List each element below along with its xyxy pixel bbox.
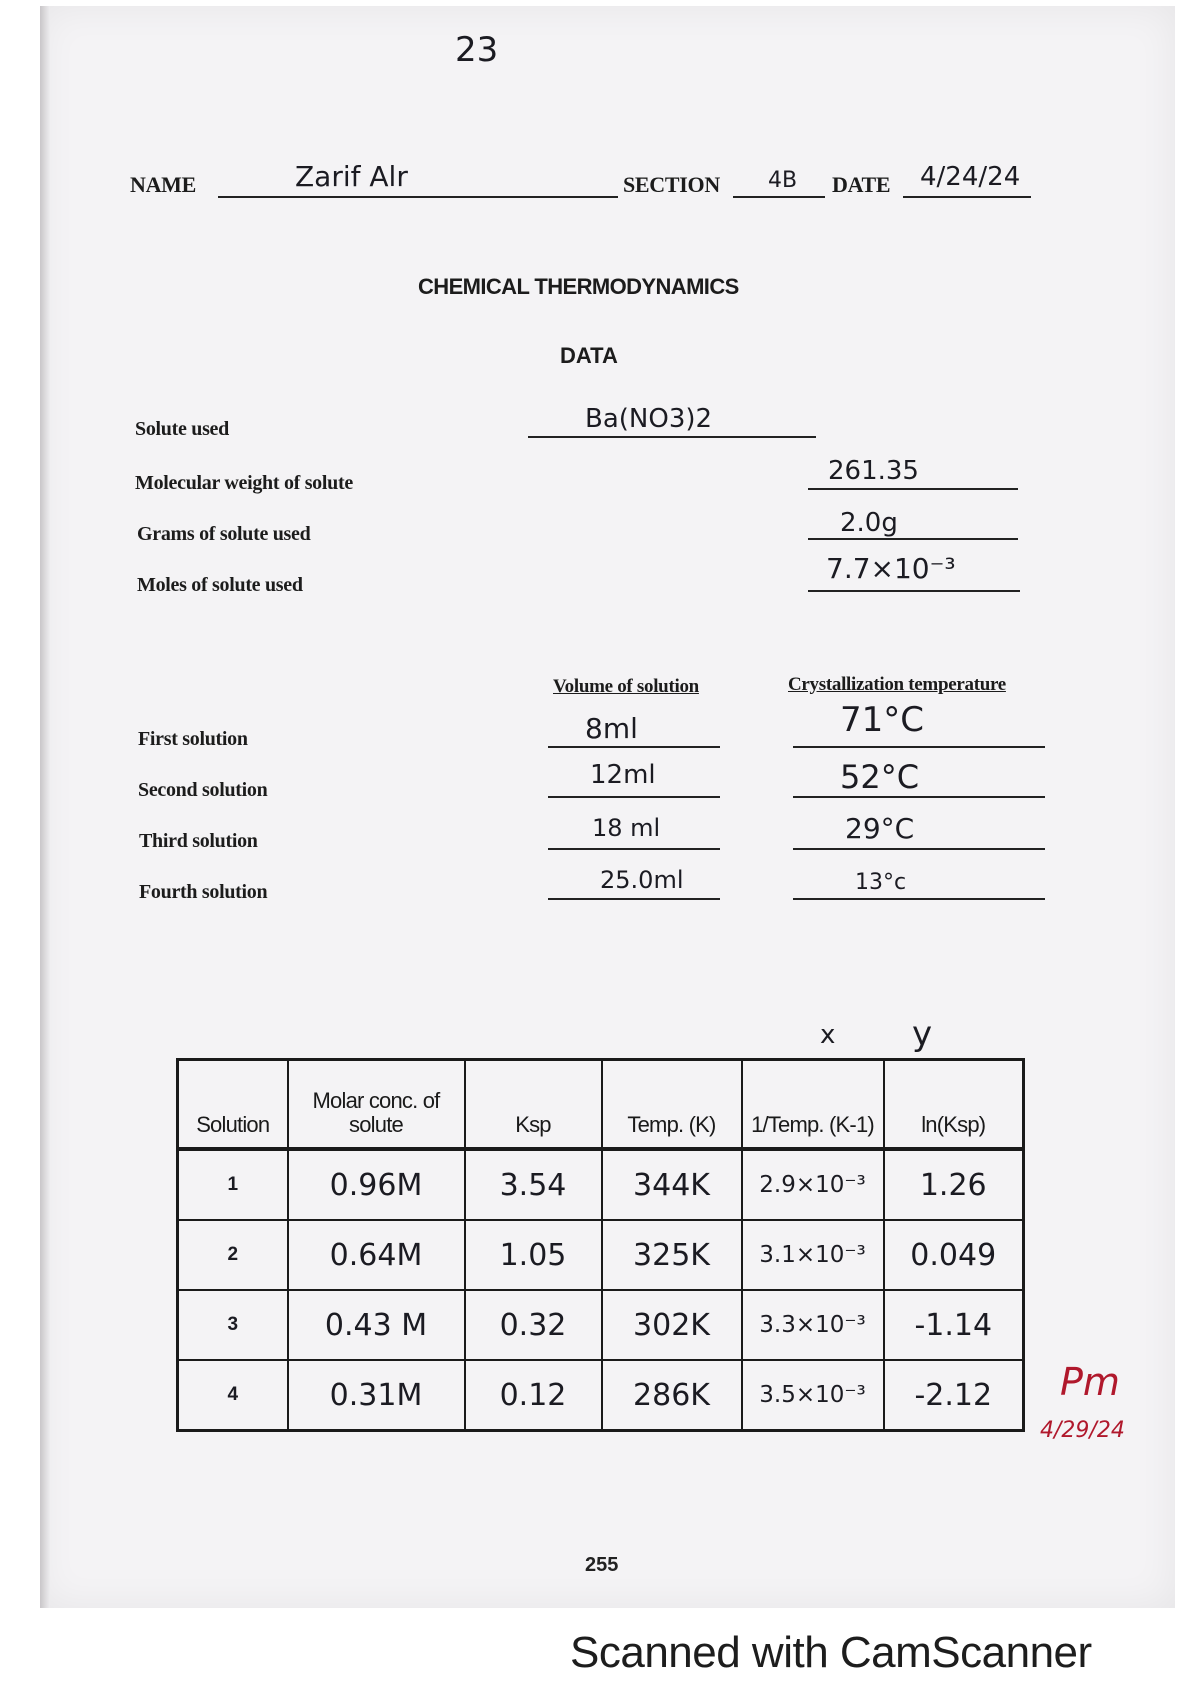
cell-temp: 286K bbox=[602, 1360, 742, 1431]
section-label: SECTION bbox=[623, 172, 720, 197]
y-axis-mark: y bbox=[912, 1014, 933, 1054]
header-ksp: Ksp bbox=[465, 1060, 602, 1150]
third-temp-value: 29°C bbox=[845, 812, 915, 845]
date-underline bbox=[903, 196, 1031, 198]
cell-conc: 0.43 M bbox=[288, 1290, 465, 1360]
third-volume-value: 18 ml bbox=[592, 814, 661, 842]
cell-conc: 0.64M bbox=[288, 1220, 465, 1290]
cell-inverse-temp: 3.1×10⁻³ bbox=[742, 1220, 884, 1290]
solute-used-underline bbox=[528, 436, 816, 438]
first-temp-underline bbox=[793, 746, 1045, 748]
fourth-temp-value: 13°c bbox=[855, 870, 907, 895]
header-ln-ksp: ln(Ksp) bbox=[884, 1060, 1024, 1150]
second-temp-underline bbox=[793, 796, 1045, 798]
cell-ln-ksp: 0.049 bbox=[884, 1220, 1024, 1290]
first-solution-label: First solution bbox=[138, 728, 248, 750]
first-volume-underline bbox=[548, 746, 720, 748]
date-label: DATE bbox=[832, 172, 891, 197]
second-solution-label: Second solution bbox=[138, 779, 268, 801]
cell-inverse-temp: 2.9×10⁻³ bbox=[742, 1149, 884, 1220]
cell-ln-ksp: -2.12 bbox=[884, 1360, 1024, 1431]
date-value: 4/24/24 bbox=[920, 162, 1021, 192]
header-molar-conc: Molar conc. of solute bbox=[288, 1060, 465, 1150]
cell-inverse-temp: 3.3×10⁻³ bbox=[742, 1290, 884, 1360]
first-temp-value: 71°C bbox=[840, 700, 925, 740]
cell-conc: 0.31M bbox=[288, 1360, 465, 1431]
page-subtitle: DATA bbox=[560, 343, 618, 368]
molecular-weight-label: Molecular weight of solute bbox=[135, 472, 353, 494]
cell-temp: 344K bbox=[602, 1149, 742, 1220]
moles-value: 7.7×10⁻³ bbox=[826, 552, 956, 585]
row-number: 1 bbox=[178, 1149, 288, 1220]
second-volume-value: 12ml bbox=[590, 760, 656, 790]
moles-label: Moles of solute used bbox=[137, 574, 303, 596]
third-volume-underline bbox=[548, 848, 720, 850]
solute-used-value: Ba(NO3)2 bbox=[585, 404, 713, 434]
name-value: Zarif Alr bbox=[295, 160, 408, 193]
row-number: 3 bbox=[178, 1290, 288, 1360]
x-axis-mark: x bbox=[820, 1020, 836, 1050]
name-label: NAME bbox=[130, 172, 197, 197]
fourth-volume-underline bbox=[548, 898, 720, 900]
cell-temp: 325K bbox=[602, 1220, 742, 1290]
table-row bbox=[178, 1149, 1024, 1220]
header-solution: Solution bbox=[178, 1060, 288, 1150]
header-inverse-temp: 1/Temp. (K-1) bbox=[742, 1060, 884, 1150]
cell-ksp: 0.32 bbox=[465, 1290, 602, 1360]
fourth-temp-underline bbox=[793, 898, 1045, 900]
table-row bbox=[178, 1220, 1024, 1290]
header-temp: Temp. (K) bbox=[602, 1060, 742, 1150]
data-table bbox=[176, 1058, 1025, 1432]
page-number: 255 bbox=[585, 1554, 619, 1576]
table-row bbox=[178, 1360, 1024, 1431]
molecular-weight-value: 261.35 bbox=[828, 456, 919, 486]
temp-column-header: Crystallization temperature bbox=[788, 674, 1006, 695]
cell-ksp: 1.05 bbox=[465, 1220, 602, 1290]
fourth-volume-value: 25.0ml bbox=[600, 866, 684, 894]
section-value: 4B bbox=[768, 168, 798, 193]
cell-inverse-temp: 3.5×10⁻³ bbox=[742, 1360, 884, 1431]
name-underline bbox=[218, 196, 618, 198]
cell-ksp: 3.54 bbox=[465, 1149, 602, 1220]
cell-ksp: 0.12 bbox=[465, 1360, 602, 1431]
third-temp-underline bbox=[793, 848, 1045, 850]
cell-ln-ksp: 1.26 bbox=[884, 1149, 1024, 1220]
grader-date: 4/29/24 bbox=[1040, 1418, 1125, 1443]
grams-underline bbox=[808, 538, 1018, 540]
second-volume-underline bbox=[548, 796, 720, 798]
table-row bbox=[178, 1290, 1024, 1360]
volume-column-header: Volume of solution bbox=[553, 676, 699, 697]
grams-value: 2.0g bbox=[840, 508, 898, 538]
table-header-row bbox=[178, 1060, 1024, 1150]
first-volume-value: 8ml bbox=[585, 712, 638, 745]
grader-initials: Pm bbox=[1060, 1360, 1120, 1404]
page-top-mark: 23 bbox=[455, 30, 499, 70]
third-solution-label: Third solution bbox=[139, 830, 258, 852]
page-title: CHEMICAL THERMODYNAMICS bbox=[418, 274, 739, 299]
cell-ln-ksp: -1.14 bbox=[884, 1290, 1024, 1360]
second-temp-value: 52°C bbox=[840, 758, 920, 796]
row-number: 4 bbox=[178, 1360, 288, 1431]
grams-label: Grams of solute used bbox=[137, 523, 311, 545]
section-underline bbox=[733, 196, 825, 198]
row-number: 2 bbox=[178, 1220, 288, 1290]
paper-edge-shadow bbox=[40, 6, 50, 1608]
moles-underline bbox=[808, 590, 1020, 592]
fourth-solution-label: Fourth solution bbox=[139, 881, 268, 903]
cell-temp: 302K bbox=[602, 1290, 742, 1360]
molecular-weight-underline bbox=[808, 488, 1018, 490]
scanner-footer: Scanned with CamScanner bbox=[570, 1628, 1092, 1677]
cell-conc: 0.96M bbox=[288, 1149, 465, 1220]
solute-used-label: Solute used bbox=[135, 418, 229, 440]
